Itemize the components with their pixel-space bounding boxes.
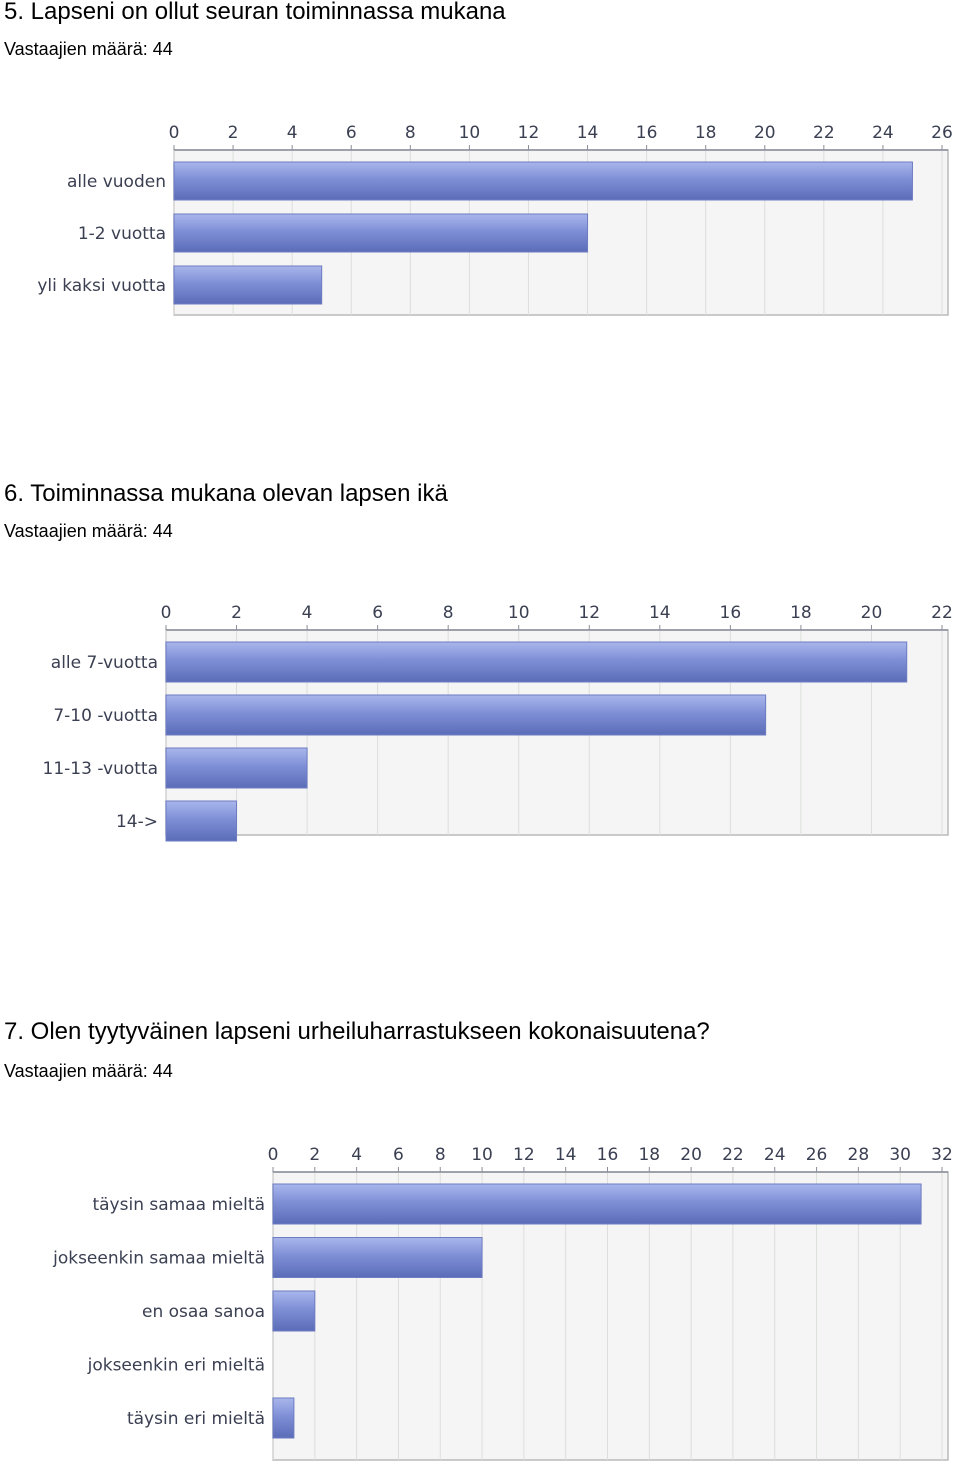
respondent-count: Vastaajien määrä: 44 bbox=[4, 39, 173, 59]
tick-label: 28 bbox=[847, 1145, 870, 1165]
tick-label: 8 bbox=[404, 123, 416, 143]
bar-chart-membership-duration bbox=[0, 110, 960, 440]
tick-label: 10 bbox=[458, 123, 481, 143]
tick-label: 24 bbox=[763, 1145, 786, 1165]
tick-label: 22 bbox=[722, 1145, 744, 1165]
tick-label: 12 bbox=[513, 1145, 535, 1165]
tick-label: 2 bbox=[309, 1145, 321, 1165]
bar-5 bbox=[273, 1398, 294, 1438]
tick-label: 2 bbox=[231, 603, 242, 623]
tick-label: 20 bbox=[753, 123, 776, 143]
tick-label: 8 bbox=[442, 603, 454, 623]
bar-1 bbox=[174, 162, 912, 200]
bar-2 bbox=[273, 1238, 482, 1278]
category-label: 11-13 -vuotta bbox=[42, 759, 158, 779]
question-title: 5. Lapseni on ollut seuran toiminnassa mukana bbox=[4, 0, 506, 25]
question-7-section bbox=[0, 1018, 960, 1461]
tick-label: 16 bbox=[719, 603, 742, 623]
tick-label: 18 bbox=[694, 123, 717, 143]
tick-label: 2 bbox=[227, 123, 239, 143]
tick-label: 14 bbox=[576, 123, 599, 143]
tick-label: 32 bbox=[931, 1145, 953, 1165]
tick-label: 12 bbox=[578, 603, 601, 623]
tick-label: 0 bbox=[168, 123, 180, 143]
tick-label: 10 bbox=[507, 603, 530, 623]
tick-label: 14 bbox=[554, 1145, 577, 1165]
question-5-section bbox=[0, 0, 960, 440]
tick-label: 6 bbox=[372, 603, 384, 623]
tick-label: 22 bbox=[931, 603, 953, 623]
bar-1 bbox=[273, 1184, 921, 1224]
tick-label: 14 bbox=[648, 603, 671, 623]
category-label: 7-10 -vuotta bbox=[53, 706, 158, 726]
category-label: jokseenkin samaa mieltä bbox=[53, 1248, 265, 1269]
tick-label: 20 bbox=[680, 1145, 702, 1165]
category-label: 1-2 vuotta bbox=[77, 224, 166, 244]
tick-label: 30 bbox=[889, 1145, 912, 1165]
tick-label: 12 bbox=[517, 123, 540, 143]
question-title: 7. Olen tyytyväinen lapseni urheiluharrastukseen kokonaisuutena? bbox=[4, 1018, 710, 1045]
category-label: täysin samaa mieltä bbox=[92, 1195, 265, 1215]
bar-1 bbox=[166, 642, 907, 682]
tick-label: 20 bbox=[860, 603, 883, 623]
tick-label: 16 bbox=[596, 1145, 619, 1165]
respondent-count: Vastaajien määrä: 44 bbox=[4, 521, 173, 541]
category-label: yli kaksi vuotta bbox=[37, 276, 166, 296]
question-title: 6. Toiminnassa mukana olevan lapsen ikä bbox=[4, 480, 448, 507]
tick-label: 18 bbox=[638, 1145, 661, 1165]
respondent-count: Vastaajien määrä: 44 bbox=[4, 1061, 173, 1081]
category-label: en osaa sanoa bbox=[141, 1302, 265, 1322]
tick-label: 18 bbox=[790, 603, 812, 623]
bar-chart-child-age bbox=[0, 590, 960, 890]
question-6-section bbox=[0, 480, 960, 920]
tick-label: 10 bbox=[471, 1145, 493, 1165]
tick-label: 6 bbox=[393, 1145, 404, 1165]
bar-chart-satisfaction bbox=[0, 1132, 960, 1462]
category-label: jokseenkin eri mieltä bbox=[87, 1355, 265, 1376]
tick-label: 0 bbox=[160, 603, 172, 623]
tick-label: 16 bbox=[635, 123, 658, 143]
bar-2 bbox=[174, 214, 588, 252]
category-label: alle 7-vuotta bbox=[50, 653, 158, 673]
category-label: 14-> bbox=[115, 812, 158, 832]
tick-label: 26 bbox=[805, 1145, 828, 1165]
bar-3 bbox=[166, 748, 307, 788]
tick-label: 24 bbox=[872, 123, 894, 143]
category-label: täysin eri mieltä bbox=[126, 1409, 265, 1429]
tick-label: 4 bbox=[351, 1145, 363, 1165]
category-label: alle vuoden bbox=[67, 172, 166, 192]
tick-label: 4 bbox=[301, 603, 313, 623]
tick-label: 22 bbox=[813, 123, 835, 143]
bar-3 bbox=[273, 1291, 315, 1331]
tick-label: 4 bbox=[286, 123, 298, 143]
tick-label: 0 bbox=[267, 1145, 279, 1165]
tick-label: 8 bbox=[434, 1145, 446, 1165]
tick-label: 26 bbox=[931, 123, 953, 143]
bar-4 bbox=[166, 801, 237, 841]
bar-3 bbox=[174, 266, 322, 304]
bar-2 bbox=[166, 695, 766, 735]
tick-label: 6 bbox=[345, 123, 357, 143]
